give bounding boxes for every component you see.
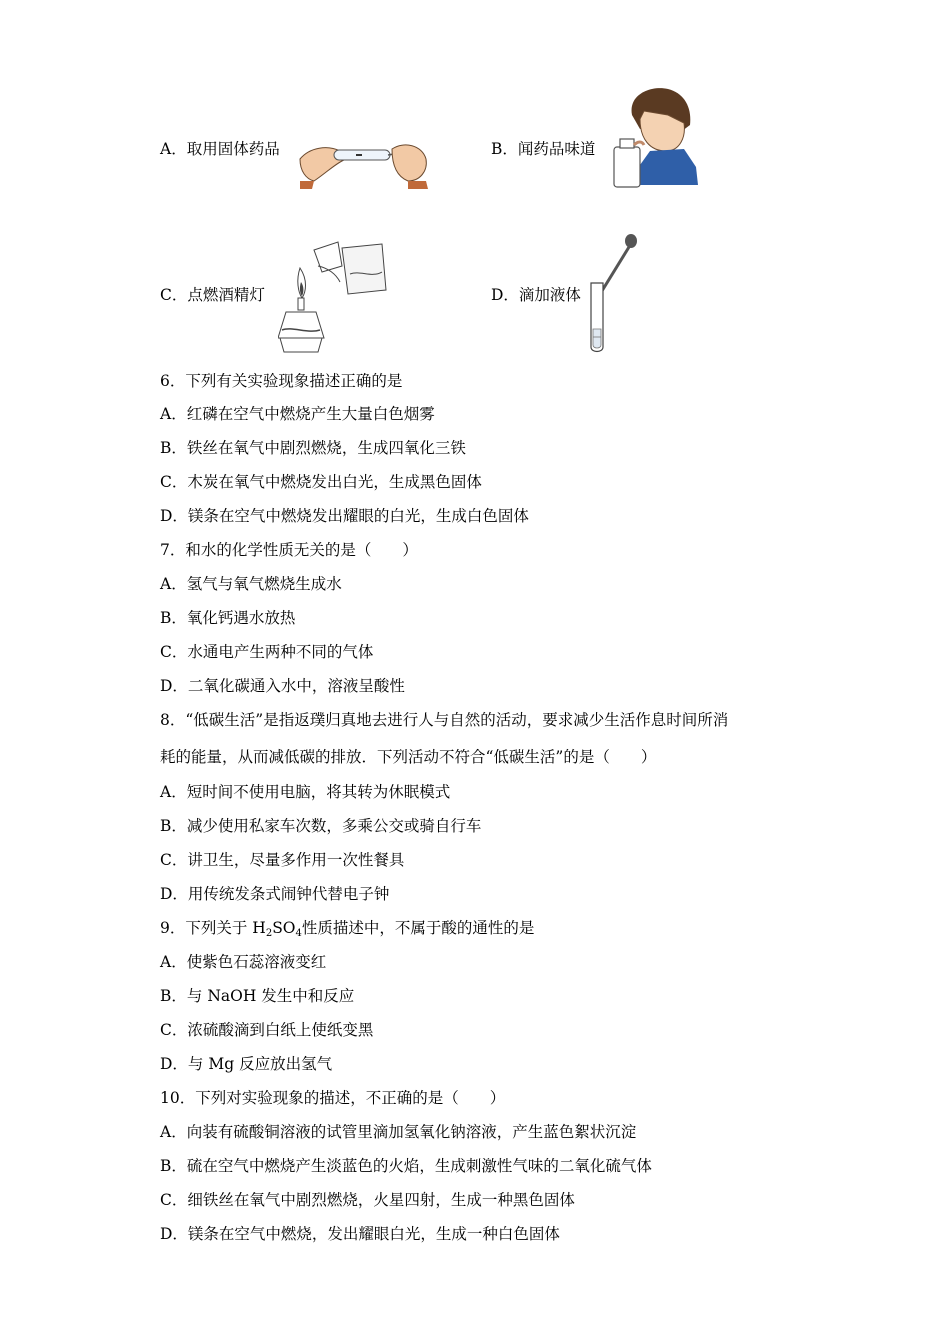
q6-option-a: A．红磷在空气中燃烧产生大量白色烟雾 xyxy=(160,405,435,423)
q10-option-b: B．硫在空气中燃烧产生淡蓝色的火焰，生成刺激性气味的二氧化硫气体 xyxy=(160,1157,652,1175)
dropper-test-tube-icon xyxy=(585,233,641,355)
q8-option-d: D．用传统发条式闹钟代替电子钟 xyxy=(160,885,390,903)
q6-stem: 6．下列有关实验现象描述正确的是 xyxy=(160,372,403,390)
option-a-label: A．取用固体药品 xyxy=(160,140,280,158)
q9-option-a: A．使紫色石蕊溶液变红 xyxy=(160,953,327,971)
q9-option-c: C．浓硫酸滴到白纸上使纸变黑 xyxy=(160,1021,374,1039)
q8-option-a: A．短时间不使用电脑，将其转为休眠模式 xyxy=(160,783,451,801)
q6-option-c: C．木炭在氧气中燃烧发出白光，生成黑色固体 xyxy=(160,473,482,491)
q7-option-b: B．氧化钙遇水放热 xyxy=(160,609,296,627)
q10-stem: 10．下列对实验现象的描述，不正确的是（ ） xyxy=(160,1089,506,1107)
option-b-label: B．闻药品味道 xyxy=(491,140,596,158)
q8-stem-line1: 8．“低碳生活”是指返璞归真地去进行人与自然的活动，要求减少生活作息时间所消 xyxy=(160,711,729,729)
q6-option-b: B．铁丝在氧气中剧烈燃烧，生成四氧化三铁 xyxy=(160,439,466,457)
q7-option-d: D．二氧化碳通入水中，溶液呈酸性 xyxy=(160,677,405,695)
q9-option-b: B．与 NaOH 发生中和反应 xyxy=(160,987,355,1005)
hands-test-tube-icon xyxy=(296,133,432,189)
boy-smelling-bottle-icon xyxy=(610,85,700,193)
q8-stem-line2: 耗的能量，从而减低碳的排放．下列活动不符合“低碳生活”的是（ ） xyxy=(160,748,657,766)
alcohol-lamp-lighting-icon xyxy=(278,238,390,356)
q6-option-d: D．镁条在空气中燃烧发出耀眼的白光，生成白色固体 xyxy=(160,507,529,525)
q8-option-c: C．讲卫生，尽量多作用一次性餐具 xyxy=(160,851,405,869)
q9-option-d: D．与 Mg 反应放出氢气 xyxy=(160,1055,333,1073)
q7-option-c: C．水通电产生两种不同的气体 xyxy=(160,643,374,661)
option-c-label: C．点燃酒精灯 xyxy=(160,286,265,304)
q9-stem: 9．下列关于 $H_2SO_4$性质描述中，不属于酸的通性的是 xyxy=(160,919,535,939)
q7-stem: 7．和水的化学性质无关的是（ ） xyxy=(160,541,418,559)
option-d-label: D．滴加液体 xyxy=(491,286,581,304)
q8-option-b: B．减少使用私家车次数，多乘公交或骑自行车 xyxy=(160,817,482,835)
q7-option-a: A．氢气与氧气燃烧生成水 xyxy=(160,575,342,593)
q10-option-c: C．细铁丝在氧气中剧烈燃烧，火星四射，生成一种黑色固体 xyxy=(160,1191,575,1209)
q10-option-d: D．镁条在空气中燃烧，发出耀眼白光，生成一种白色固体 xyxy=(160,1225,560,1243)
q10-option-a: A．向装有硫酸铜溶液的试管里滴加氢氧化钠溶液，产生蓝色絮状沉淀 xyxy=(160,1123,637,1141)
